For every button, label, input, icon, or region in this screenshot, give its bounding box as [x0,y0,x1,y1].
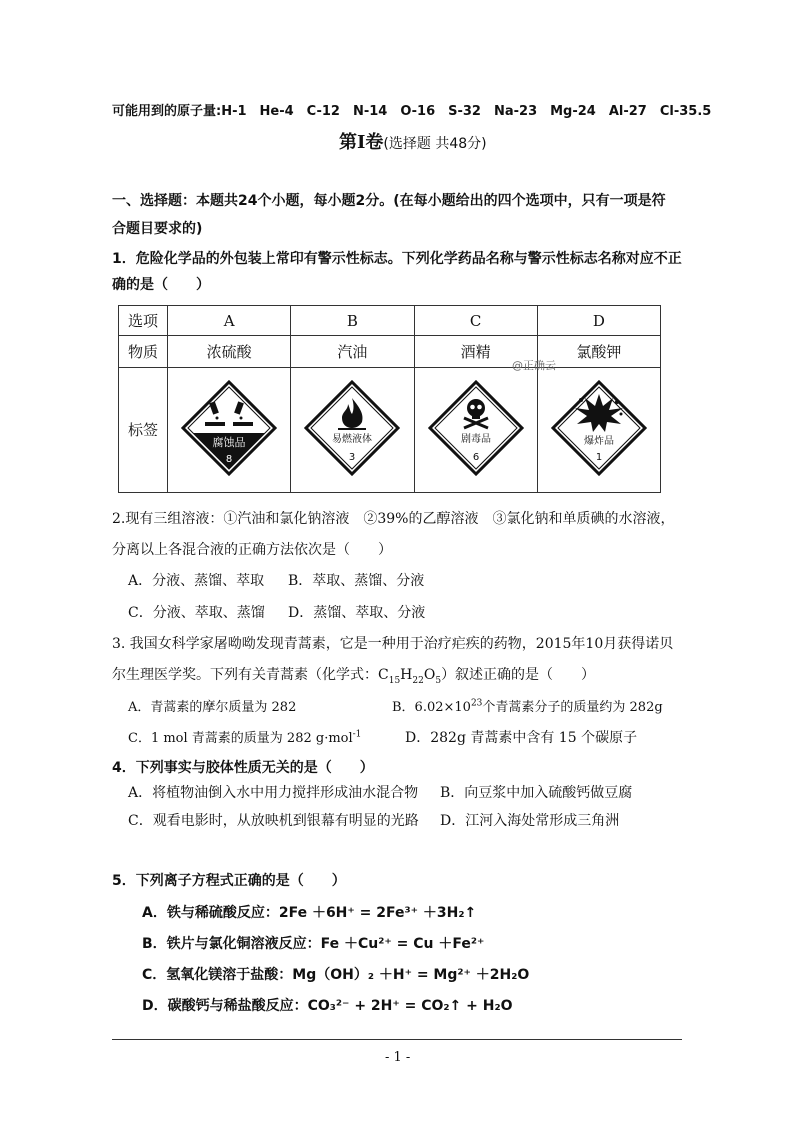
q3-option-b-1: B．6.02×10 [392,700,471,715]
flammable-sign-num: 3 [349,451,356,463]
q3-stem-2a: 尔生理医学奖。下列有关青蒿素（化学式：C [112,667,389,683]
q2-stem-1: 2.现有三组溶液：①汽油和氯化钠溶液 ②39%的乙醇溶液 ③氯化钠和单质碘的水溶液， [112,511,675,527]
toxic-sign-text: 剧毒品 [460,433,491,445]
corrosive-sign-text: 腐蚀品 [212,435,246,449]
table-header-substance: 物质 [119,336,168,367]
flammable-sign-icon [304,380,400,476]
q5-option-a: A．铁与稀硫酸反应：2Fe ＋6H⁺ = 2Fe³⁺ ＋3H₂↑ [142,905,477,921]
q5-stem: 5．下列离子方程式正确的是（ ） [112,873,346,889]
q2-option-d: D．蒸馏、萃取、分液 [288,605,426,621]
q3-option-c-text: C．1 mol 青蒿素的质量为 282 g·mol [128,731,353,746]
table-col-d-substance: 氯酸钾 [537,336,660,367]
table-col-d-sign [537,367,660,492]
table-header-option: 选项 [119,306,168,336]
hazard-table [118,305,661,493]
q2-option-c: C．分液、萃取、蒸馏 [128,605,265,621]
page-number: - 1 - [385,1050,411,1065]
q3-option-a: A．青蒿素的摩尔质量为 282 [128,700,297,715]
q3-stem-2: 尔生理医学奖。下列有关青蒿素（化学式：$C_{15}H_{22}O_5$）叙述正确的是（ ） [112,667,596,686]
table-col-b-sign [291,367,414,492]
q4-option-a: A．将植物油倒入水中用力搅拌形成油水混合物 [128,785,419,801]
q1-stem-2: 确的是（ ） [112,277,210,293]
corrosive-sign-icon [181,380,277,476]
footer-rule [112,1039,682,1040]
q3-stem-2b: ）叙述正确的是（ ） [441,667,596,683]
corrosive-sign-num: 8 [225,453,233,465]
q3-option-d: D．282g 青蒿素中含有 15 个碳原子 [405,730,638,746]
q3-option-c: C．1 mol 青蒿素的质量为 282 g·mol$^{-1}$ [128,729,362,746]
q4-option-b: B．向豆浆中加入硫酸钙做豆腐 [440,785,633,801]
q5-option-d: D．碳酸钙与稀盐酸反应：CO₃²⁻ + 2H⁺ = CO₂↑ + H₂O [142,998,513,1014]
q2-stem-2: 分离以上各混合液的正确方法依次是（ ） [112,542,392,558]
toxic-sign-num: 6 [472,451,479,463]
explosive-sign-icon [551,380,647,476]
table-col-a-sign [168,367,291,492]
q3-stem-1: 3. 我国女科学家屠呦呦发现青蒿素，它是一种用于治疗疟疾的药物，2015年10月获得诺贝 [112,636,674,652]
explosive-sign-num: 1 [595,451,603,463]
table-col-a-letter: A [168,306,291,336]
table-col-c-letter: C [414,306,537,336]
volume-title-main: 第Ⅰ卷 [339,132,384,153]
q3-option-b: B．$6.02\times 10^{23}$个青蒿素分子的质量约为 282g [392,698,663,715]
q4-option-c: C．观看电影时，从放映机到银幕有明显的光路 [128,813,419,829]
table-col-b-letter: B [291,306,414,336]
volume-title [339,128,487,154]
explosive-sign-text: 爆炸品 [583,435,614,447]
toxic-sign-icon [428,380,524,476]
q5-option-b: B．铁片与氯化铜溶液反应：Fe ＋Cu²⁺ = Cu ＋Fe²⁺ [142,936,485,952]
table-col-c-sign [414,367,537,492]
table-col-c-substance: 酒精 [414,336,537,367]
q5-option-c: C．氢氧化镁溶于盐酸：Mg（OH）₂ ＋H⁺ = Mg²⁺ ＋2H₂O [142,967,530,983]
volume-title-sub: (选择题 共48分) [383,136,487,152]
q2-option-a: A．分液、蒸馏、萃取 [128,573,265,589]
watermark: @正确云 [512,359,556,372]
q2-option-b: B．萃取、蒸馏、分液 [288,573,425,589]
table-col-a-substance: 浓硫酸 [168,336,291,367]
q3-option-b-2: 个青蒿素分子的质量约为 282g [482,700,663,715]
q1-stem-1: 1．危险化学品的外包装上常印有警示性标志。下列化学药品名称与警示性标志名称对应不正 [112,251,682,267]
table-col-b-substance: 汽油 [291,336,414,367]
atomic-masses-line: 可能用到的原子量:H-1 He-4 C-12 N-14 O-16 S-32 Na-23 Mg-24 Al-27 Cl-35.5 [112,104,712,119]
table-col-d-letter: D [537,306,660,336]
section-instructions-2: 合题目要求的) [112,221,203,237]
table-header-label: 标签 [119,367,168,492]
q4-stem: 4．下列事实与胶体性质无关的是（ ） [112,760,374,776]
section-instructions-1: 一、选择题：本题共24个小题，每小题2分。(在每小题给出的四个选项中，只有一项是符 [112,193,666,209]
q4-option-d: D．江河入海处常形成三角洲 [440,813,620,829]
flammable-sign-text: 易燃液体 [332,433,373,445]
